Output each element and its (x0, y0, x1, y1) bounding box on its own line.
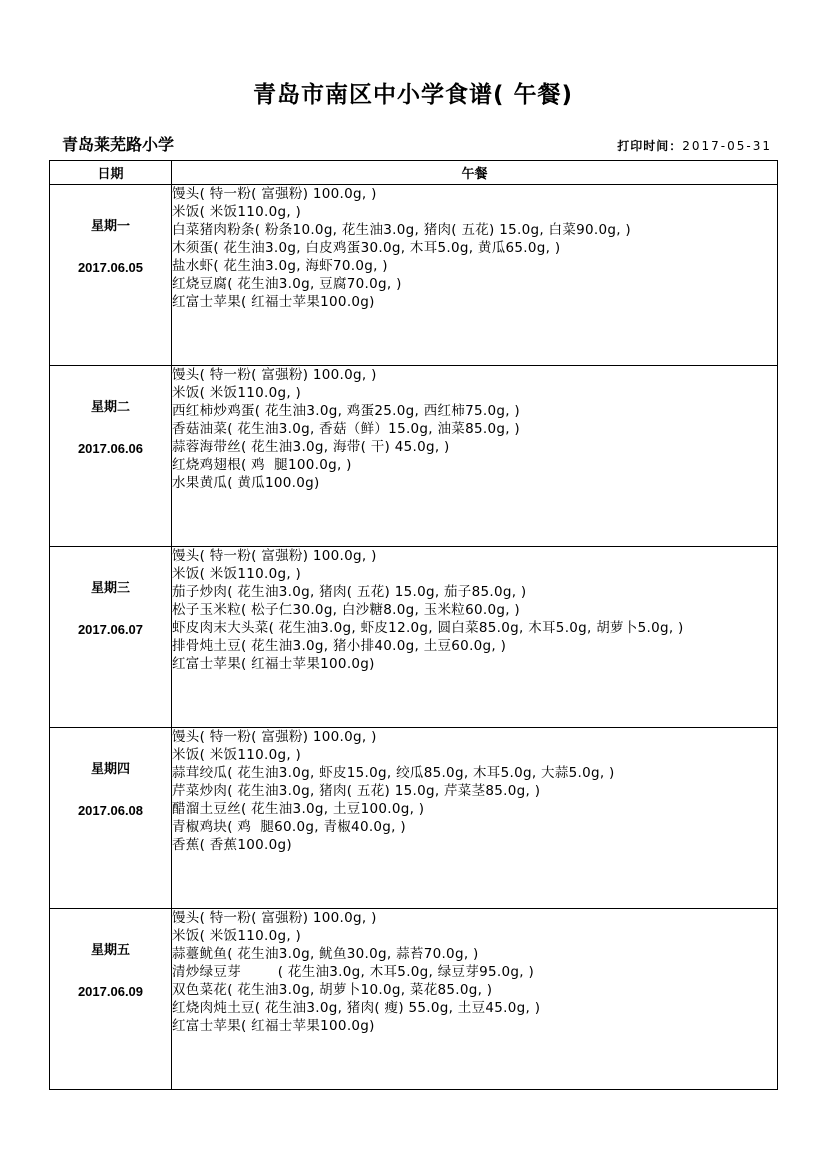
meal-item: 芹菜炒肉( 花生油3.0g, 猪肉( 五花) 15.0g, 芹菜茎85.0g, ) (172, 783, 541, 799)
print-time (617, 137, 772, 154)
meal-item: 双色菜花( 花生油3.0g, 胡萝卜10.0g, 菜花85.0g, ) (172, 982, 493, 998)
menu-body (50, 185, 778, 1090)
table-row (50, 185, 778, 366)
meal-item: 馒头( 特一粉( 富强粉) 100.0g, ) (172, 367, 377, 383)
meal-item: 虾皮肉末大头菜( 花生油3.0g, 虾皮12.0g, 圆白菜85.0g, 木耳5.0g, 胡萝卜5.0g, ) (172, 620, 684, 636)
page-title: 青岛市南区中小学食谱( 午餐) (252, 82, 574, 108)
meal-item: 西红柿炒鸡蛋( 花生油3.0g, 鸡蛋25.0g, 西红柿75.0g, ) (172, 403, 520, 419)
meal-item: 茄子炒肉( 花生油3.0g, 猪肉( 五花) 15.0g, 茄子85.0g, ) (172, 584, 527, 600)
meal-item: 蒜蓉海带丝( 花生油3.0g, 海带( 干) 45.0g, ) (172, 439, 450, 455)
meal-item: 米饭( 米饭110.0g, ) (172, 928, 302, 944)
meal-item: 红烧豆腐( 花生油3.0g, 豆腐70.0g, ) (172, 276, 402, 292)
table-row (50, 909, 778, 1090)
day-cell (50, 366, 172, 547)
date-label: 2017.06.08 (77, 803, 144, 818)
day-cell (50, 728, 172, 909)
weekday-label: 星期五 (90, 943, 130, 958)
meal-item: 蒜薹鱿鱼( 花生油3.0g, 鱿鱼30.0g, 蒜苔70.0g, ) (172, 946, 479, 962)
meal-item: 青椒鸡块( 鸡 腿60.0g, 青椒40.0g, ) (172, 819, 406, 835)
meal-item: 馒头( 特一粉( 富强粉) 100.0g, ) (172, 910, 377, 926)
print-time-value: 2017-05-31 (682, 139, 772, 153)
meal-item: 松子玉米粒( 松子仁30.0g, 白沙糖8.0g, 玉米粒60.0g, ) (172, 602, 520, 618)
header-lunch: 午餐 (172, 161, 778, 185)
table-row (50, 366, 778, 547)
weekday-label: 星期三 (90, 581, 130, 596)
day-cell (50, 547, 172, 728)
meal-item: 盐水虾( 花生油3.0g, 海虾70.0g, ) (172, 258, 388, 274)
meal-item: 馒头( 特一粉( 富强粉) 100.0g, ) (172, 186, 377, 202)
meal-item: 米饭( 米饭110.0g, ) (172, 385, 302, 401)
meal-item: 清炒绿豆芽 ( 花生油3.0g, 木耳5.0g, 绿豆芽95.0g, ) (172, 964, 535, 980)
meal-item: 馒头( 特一粉( 富强粉) 100.0g, ) (172, 548, 377, 564)
meal-item: 红富士苹果( 红福士苹果100.0g) (172, 656, 375, 672)
meal-item: 米饭( 米饭110.0g, ) (172, 566, 302, 582)
header-date: 日期 (50, 161, 172, 185)
menu-table (49, 160, 778, 1090)
meal-items-cell (172, 909, 778, 1090)
weekday-label: 星期二 (90, 400, 130, 415)
meal-item: 木须蛋( 花生油3.0g, 白皮鸡蛋30.0g, 木耳5.0g, 黄瓜65.0g, ) (172, 240, 561, 256)
date-label: 2017.06.05 (77, 260, 144, 275)
meal-items-cell (172, 185, 778, 366)
table-row (50, 728, 778, 909)
meal-item: 米饭( 米饭110.0g, ) (172, 747, 302, 763)
weekday-label: 星期一 (90, 219, 130, 234)
meal-items-cell (172, 547, 778, 728)
school-name: 青岛莱芜路小学 (62, 135, 175, 154)
day-cell (50, 909, 172, 1090)
meal-item: 红富士苹果( 红福士苹果100.0g) (172, 294, 375, 310)
meal-item: 米饭( 米饭110.0g, ) (172, 204, 302, 220)
meal-item: 馒头( 特一粉( 富强粉) 100.0g, ) (172, 729, 377, 745)
weekday-label: 星期四 (90, 762, 130, 777)
date-label: 2017.06.09 (77, 984, 144, 999)
date-label: 2017.06.07 (77, 622, 144, 637)
meal-items-cell (172, 728, 778, 909)
print-time-label: 打印时间： (617, 139, 683, 153)
meal-item: 红烧鸡翅根( 鸡 腿100.0g, ) (172, 457, 352, 473)
table-row (50, 547, 778, 728)
meal-item: 香蕉( 香蕉100.0g) (172, 837, 292, 853)
table-header-row (50, 161, 778, 185)
date-label: 2017.06.06 (77, 441, 144, 456)
day-cell (50, 185, 172, 366)
meal-item: 水果黄瓜( 黄瓜100.0g) (172, 475, 320, 491)
meal-item: 醋溜土豆丝( 花生油3.0g, 土豆100.0g, ) (172, 801, 425, 817)
meal-item: 香菇油菜( 花生油3.0g, 香菇（鲜）15.0g, 油菜85.0g, ) (172, 421, 520, 437)
meal-item: 排骨炖土豆( 花生油3.0g, 猪小排40.0g, 土豆60.0g, ) (172, 638, 507, 654)
meal-items-cell (172, 366, 778, 547)
meal-item: 白菜猪肉粉条( 粉条10.0g, 花生油3.0g, 猪肉( 五花) 15.0g, 白菜90.0g, ) (172, 222, 631, 238)
meal-item: 蒜茸绞瓜( 花生油3.0g, 虾皮15.0g, 绞瓜85.0g, 木耳5.0g, 大蒜5.0g, ) (172, 765, 615, 781)
meal-item: 红富士苹果( 红福士苹果100.0g) (172, 1018, 375, 1034)
meal-item: 红烧肉炖土豆( 花生油3.0g, 猪肉( 瘦) 55.0g, 土豆45.0g, ) (172, 1000, 541, 1016)
